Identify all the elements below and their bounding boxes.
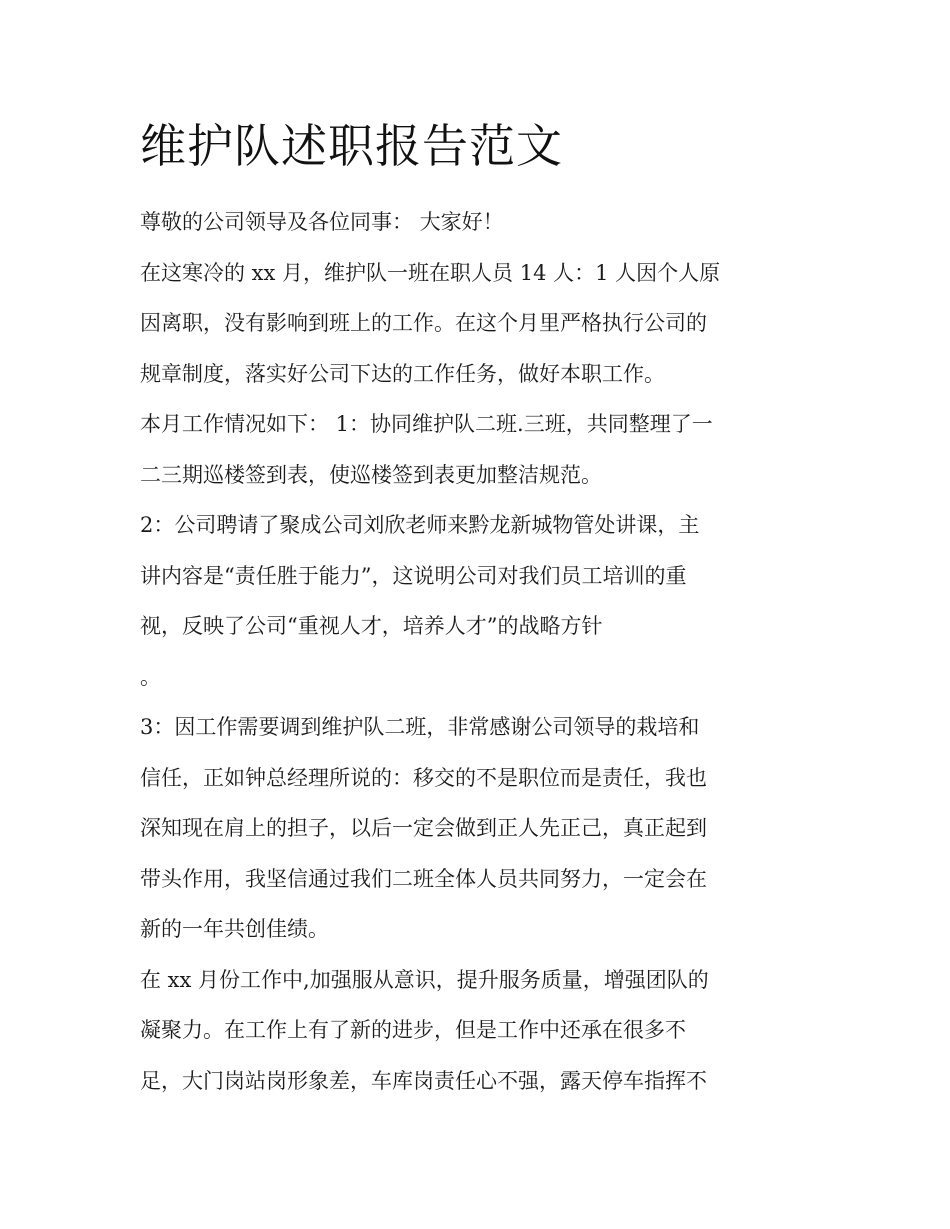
text-line: 讲内容是“责任胜于能力”，这说明公司对我们员工培训的重 [140, 563, 687, 588]
text-line: 带头作用，我坚信通过我们二班全体人员共同努力，一定会在 [140, 866, 707, 891]
text-line: 3：因工作需要调到维护队二班，非常感谢公司领导的栽培和 [140, 715, 700, 739]
text-line: 尊敬的公司领导及各位同事： 大家好！ [140, 210, 504, 234]
text-line: 在这寒冷的 xx 月，维护队一班在职人员 14 人：1 人因个人原 [140, 260, 721, 285]
text-line: 因离职，没有影响到班上的工作。在这个月里严格执行公司的 [140, 311, 707, 335]
text-line: 二三期巡楼签到表，使巡楼签到表更加整洁规范。 [140, 462, 602, 487]
text-line: 凝聚力。在工作上有了新的进步，但是工作中还承在很多不 [140, 1018, 686, 1042]
text-line: 本月工作情况如下： 1：协同维护队二班.三班，共同整理了一 [140, 412, 713, 436]
text-line: 足，大门岗站岗形象差，车库岗责任心不强，露天停车指挥不 [140, 1068, 707, 1093]
document-title: 维护队述职报告范文 [140, 119, 563, 173]
text-line: 规章制度，落实好公司下达的工作任务，做好本职工作。 [140, 361, 665, 386]
text-line: 深知现在肩上的担子，以后一定会做到正人先正己，真正起到 [140, 816, 707, 840]
text-line: 信任，正如钟总经理所说的：移交的不是职位而是责任，我也 [140, 765, 707, 790]
text-line: 在 xx 月份工作中,加强服从意识，提升服务质量，增强团队的 [140, 967, 709, 992]
document-body [140, 205, 820, 1114]
text-line: 新的一年共创佳绩。 [140, 917, 329, 941]
text-line: 视，反映了公司“重视人才，培养人才”的战略方针 [140, 614, 603, 638]
text-line: 2：公司聘请了聚成公司刘欣老师来黔龙新城物管处讲课，主 [140, 513, 700, 537]
text-line: 。 [140, 664, 161, 689]
